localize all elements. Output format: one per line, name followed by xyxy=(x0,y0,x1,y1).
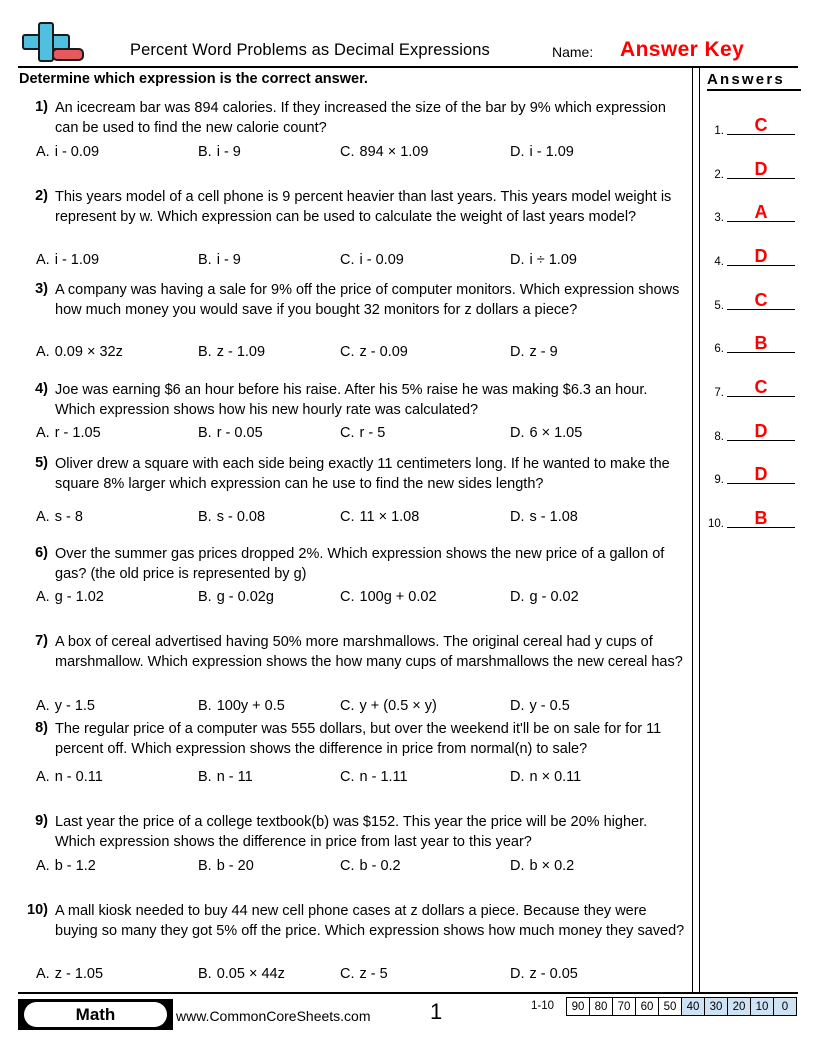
option-text: s - 8 xyxy=(54,509,83,525)
answer-option[interactable] xyxy=(340,858,401,874)
option-letter: C. xyxy=(340,252,355,268)
question-text: A mall kiosk needed to buy 44 new cell phone cases at z dollars a piece. Because they were buying so many they got 5% off the price. Which expression shows how much money they saved? xyxy=(55,903,685,939)
answer-option[interactable] xyxy=(36,425,101,441)
answer-value: C xyxy=(754,377,768,397)
page-title: Percent Word Problems as Decimal Expressions xyxy=(130,41,490,59)
answer-row xyxy=(703,288,803,310)
question-text: An icecream bar was 894 calories. If they increased the size of the bar by 9% which expression can be used to find the new calorie count? xyxy=(55,100,666,136)
option-text: g - 0.02g xyxy=(216,589,274,605)
answer-value: A xyxy=(754,202,768,222)
option-letter: C. xyxy=(340,698,355,714)
answer-option[interactable] xyxy=(340,252,404,268)
answer-row xyxy=(703,419,803,441)
answer-option[interactable] xyxy=(198,144,241,160)
answer-option[interactable] xyxy=(510,344,558,360)
option-text: 100g + 0.02 xyxy=(359,589,437,605)
page-number: 1 xyxy=(430,999,443,1024)
question-text: A box of cereal advertised having 50% more marshmallows. The original cereal had y cups of marshmallow. Which expression shows the how many cups of marshmallows the new cereal has? xyxy=(55,634,683,670)
option-text: i - 9 xyxy=(216,144,241,160)
option-text: g - 1.02 xyxy=(54,589,104,605)
score-cell[interactable]: 70 xyxy=(613,998,636,1016)
question-text: Over the summer gas prices dropped 2%. Which expression shows the new price of a gallon of gas? (the old price is represented by g) xyxy=(55,546,665,582)
option-letter: C. xyxy=(340,425,355,441)
site-url: www.CommonCoreSheets.com xyxy=(176,1008,371,1024)
score-cell[interactable]: 90 xyxy=(567,998,590,1016)
answer-option[interactable] xyxy=(340,589,437,605)
option-text: z - 5 xyxy=(359,966,388,982)
option-text: s - 1.08 xyxy=(529,509,578,525)
answer-option[interactable] xyxy=(36,252,99,268)
option-letter: B. xyxy=(198,144,212,160)
header-divider xyxy=(18,66,798,68)
answer-option[interactable] xyxy=(198,252,241,268)
answer-row-number: 7. xyxy=(714,387,724,399)
question-options xyxy=(18,144,686,164)
option-letter: D. xyxy=(510,589,525,605)
answer-option[interactable] xyxy=(36,698,95,714)
option-text: n × 0.11 xyxy=(529,769,582,785)
option-letter: A. xyxy=(36,252,50,268)
answer-option[interactable] xyxy=(510,144,574,160)
subject-badge xyxy=(18,999,173,1030)
option-text: r - 5 xyxy=(359,425,386,441)
question-options xyxy=(18,344,686,364)
logo-plus-center xyxy=(40,36,52,48)
score-table xyxy=(566,997,797,1016)
answer-value: D xyxy=(754,246,768,266)
option-letter: A. xyxy=(36,144,50,160)
option-letter: C. xyxy=(340,144,355,160)
answer-row xyxy=(703,200,803,222)
answer-option[interactable] xyxy=(36,509,83,525)
option-letter: B. xyxy=(198,769,212,785)
option-letter: D. xyxy=(510,252,525,268)
option-text: n - 11 xyxy=(216,769,253,785)
option-text: z - 1.05 xyxy=(54,966,104,982)
answer-row xyxy=(703,462,803,484)
answer-option[interactable] xyxy=(340,966,388,982)
answers-divider-outer xyxy=(692,66,693,992)
option-letter: B. xyxy=(198,698,212,714)
option-text: n - 1.11 xyxy=(359,769,408,785)
option-text: 6 × 1.05 xyxy=(529,425,583,441)
option-text: i - 0.09 xyxy=(54,144,100,160)
answer-option[interactable] xyxy=(198,858,254,874)
option-letter: D. xyxy=(510,698,525,714)
score-table-row xyxy=(567,998,797,1016)
score-cell[interactable]: 60 xyxy=(636,998,659,1016)
score-cell[interactable]: 30 xyxy=(705,998,728,1016)
option-text: i - 1.09 xyxy=(54,252,100,268)
option-text: g - 0.02 xyxy=(529,589,579,605)
option-letter: B. xyxy=(198,966,212,982)
option-letter: A. xyxy=(36,698,50,714)
answer-row-number: 2. xyxy=(714,169,724,181)
question-options xyxy=(18,769,686,789)
answer-option[interactable] xyxy=(198,966,285,982)
answer-value: B xyxy=(754,333,768,353)
answer-row-number: 1. xyxy=(714,125,724,137)
question-number: 1) xyxy=(35,99,48,115)
answer-option[interactable] xyxy=(36,966,103,982)
answer-row xyxy=(703,113,803,135)
answer-option[interactable] xyxy=(510,966,578,982)
option-letter: C. xyxy=(340,589,355,605)
footer-divider xyxy=(18,992,798,994)
option-letter: B. xyxy=(198,252,212,268)
option-letter: B. xyxy=(198,858,212,874)
option-letter: C. xyxy=(340,858,355,874)
answer-option[interactable] xyxy=(198,769,253,785)
option-text: y + (0.5 × y) xyxy=(359,698,437,714)
answer-option[interactable] xyxy=(198,344,265,360)
score-cell[interactable]: 50 xyxy=(659,998,682,1016)
question-text: A company was having a sale for 9% off the price of computer monitors. Which expression shows how much money you would save if you bought 32 monitors for z dollars a piece? xyxy=(55,282,680,318)
question-text: The regular price of a computer was 555 dollars, but over the weekend it'll be on sale for for 11 percent off. Which expression shows the difference in price from normal(n) to sale? xyxy=(55,721,662,757)
answer-option[interactable] xyxy=(340,769,408,785)
option-text: i ÷ 1.09 xyxy=(529,252,577,268)
option-text: z - 0.05 xyxy=(529,966,578,982)
option-letter: A. xyxy=(36,769,50,785)
option-letter: B. xyxy=(198,589,212,605)
answer-option[interactable] xyxy=(198,589,274,605)
option-text: z - 1.09 xyxy=(216,344,266,360)
question-text: Joe was earning $6 an hour before his raise. After his 5% raise he was making $6.3 an hour. Which expression shows how his new hourly rate was calculated? xyxy=(55,382,648,418)
answer-value: D xyxy=(754,159,768,179)
answer-option[interactable] xyxy=(510,252,577,268)
question-number: 2) xyxy=(35,188,48,204)
answer-row xyxy=(703,375,803,397)
option-text: b - 1.2 xyxy=(54,858,96,874)
answer-option[interactable] xyxy=(340,425,385,441)
answer-option[interactable] xyxy=(340,344,408,360)
option-letter: B. xyxy=(198,509,212,525)
answer-option[interactable] xyxy=(510,509,578,525)
answer-option[interactable] xyxy=(510,858,574,874)
answer-option[interactable] xyxy=(198,509,265,525)
answer-row-number: 4. xyxy=(714,256,724,268)
option-letter: A. xyxy=(36,344,50,360)
option-letter: A. xyxy=(36,858,50,874)
score-cell[interactable]: 80 xyxy=(590,998,613,1016)
score-cell[interactable]: 20 xyxy=(728,998,751,1016)
question-number: 6) xyxy=(35,545,48,561)
question-number: 10) xyxy=(27,902,48,918)
answer-option[interactable] xyxy=(36,769,103,785)
option-letter: D. xyxy=(510,344,525,360)
answer-row xyxy=(703,157,803,179)
question-options xyxy=(18,425,686,445)
option-text: i - 9 xyxy=(216,252,241,268)
answer-option[interactable] xyxy=(510,589,579,605)
answer-option[interactable] xyxy=(340,509,419,525)
option-text: n - 0.11 xyxy=(54,769,103,785)
question-number: 8) xyxy=(35,720,48,736)
answer-value: D xyxy=(754,421,768,441)
answer-option[interactable] xyxy=(340,144,428,160)
option-text: y - 1.5 xyxy=(54,698,95,714)
option-letter: A. xyxy=(36,966,50,982)
answer-option[interactable] xyxy=(510,698,570,714)
answer-option[interactable] xyxy=(36,589,104,605)
answer-row-number: 5. xyxy=(714,300,724,312)
answer-value: C xyxy=(754,115,768,135)
answers-divider-inner xyxy=(699,66,700,992)
option-letter: D. xyxy=(510,769,525,785)
score-cell[interactable]: 40 xyxy=(682,998,705,1016)
subject-badge-label: Math xyxy=(24,1002,167,1027)
answer-value: B xyxy=(754,508,768,528)
option-text: i - 1.09 xyxy=(529,144,574,160)
question-options xyxy=(18,589,686,609)
question-options xyxy=(18,509,686,529)
option-text: i - 0.09 xyxy=(359,252,404,268)
answer-option[interactable] xyxy=(510,769,581,785)
plus-minus-logo-icon xyxy=(18,22,80,68)
answer-option[interactable] xyxy=(340,698,437,714)
question-number: 4) xyxy=(35,381,48,397)
instruction-text: Determine which expression is the correct answer. xyxy=(19,71,368,87)
question-text: This years model of a cell phone is 9 percent heavier than last years. This years model weight is represent by w. Which expression can be used to calculate the weight of last years model? xyxy=(55,189,672,225)
answer-option[interactable] xyxy=(510,425,582,441)
answers-heading: Answers xyxy=(707,71,801,91)
question-number: 3) xyxy=(35,281,48,297)
answer-row xyxy=(703,331,803,353)
option-letter: D. xyxy=(510,144,525,160)
option-letter: C. xyxy=(340,344,355,360)
answer-row xyxy=(703,244,803,266)
answer-option[interactable] xyxy=(36,858,96,874)
answer-option[interactable] xyxy=(36,144,99,160)
question-options xyxy=(18,966,686,986)
answer-row-number: 9. xyxy=(714,474,724,486)
option-text: 894 × 1.09 xyxy=(359,144,429,160)
option-letter: D. xyxy=(510,858,525,874)
answer-row-number: 10. xyxy=(708,518,724,530)
option-text: r - 1.05 xyxy=(54,425,101,441)
option-letter: D. xyxy=(510,966,525,982)
answer-row-number: 3. xyxy=(714,212,724,224)
question-number: 7) xyxy=(35,633,48,649)
option-text: z - 0.09 xyxy=(359,344,408,360)
answer-option[interactable] xyxy=(198,425,263,441)
option-text: 100y + 0.5 xyxy=(216,698,285,714)
option-letter: C. xyxy=(340,966,355,982)
option-text: s - 0.08 xyxy=(216,509,266,525)
option-letter: C. xyxy=(340,769,355,785)
option-letter: A. xyxy=(36,509,50,525)
answer-key-badge: Answer Key xyxy=(620,38,745,61)
question-text: Oliver drew a square with each side being exactly 11 centimeters long. If he wanted to make the square 8% larger which expression can he use to find the new sides length? xyxy=(55,456,670,492)
answer-value: C xyxy=(754,290,768,310)
answer-row xyxy=(703,506,803,528)
question-options xyxy=(18,698,686,718)
option-text: z - 9 xyxy=(529,344,558,360)
option-letter: A. xyxy=(36,425,50,441)
option-letter: B. xyxy=(198,425,212,441)
option-text: b × 0.2 xyxy=(529,858,575,874)
answer-row-number: 6. xyxy=(714,343,724,355)
answer-row-number: 8. xyxy=(714,431,724,443)
name-label: Name: xyxy=(552,44,594,60)
worksheet-header xyxy=(0,0,816,68)
question-options xyxy=(18,252,686,272)
score-cell[interactable]: 0 xyxy=(774,998,797,1016)
option-text: 11 × 1.08 xyxy=(359,509,420,525)
answer-option[interactable] xyxy=(198,698,285,714)
option-letter: B. xyxy=(198,344,212,360)
logo-minus-bar xyxy=(52,48,84,61)
option-text: b - 20 xyxy=(216,858,254,874)
option-letter: A. xyxy=(36,589,50,605)
option-text: 0.05 × 44z xyxy=(216,966,285,982)
score-range-label: 1-10 xyxy=(531,1000,555,1012)
answer-value: D xyxy=(754,464,768,484)
option-letter: D. xyxy=(510,509,525,525)
question-options xyxy=(18,858,686,878)
question-number: 5) xyxy=(35,455,48,471)
question-number: 9) xyxy=(35,813,48,829)
option-text: r - 0.05 xyxy=(216,425,263,441)
option-text: y - 0.5 xyxy=(529,698,570,714)
option-letter: D. xyxy=(510,425,525,441)
option-text: 0.09 × 32z xyxy=(54,344,123,360)
option-letter: C. xyxy=(340,509,355,525)
answer-option[interactable] xyxy=(36,344,123,360)
option-text: b - 0.2 xyxy=(359,858,401,874)
score-cell[interactable]: 10 xyxy=(751,998,774,1016)
question-text: Last year the price of a college textbook(b) was $152. This year the price will be 20% higher. Which expression shows the difference in price from last year to this year? xyxy=(55,814,648,850)
